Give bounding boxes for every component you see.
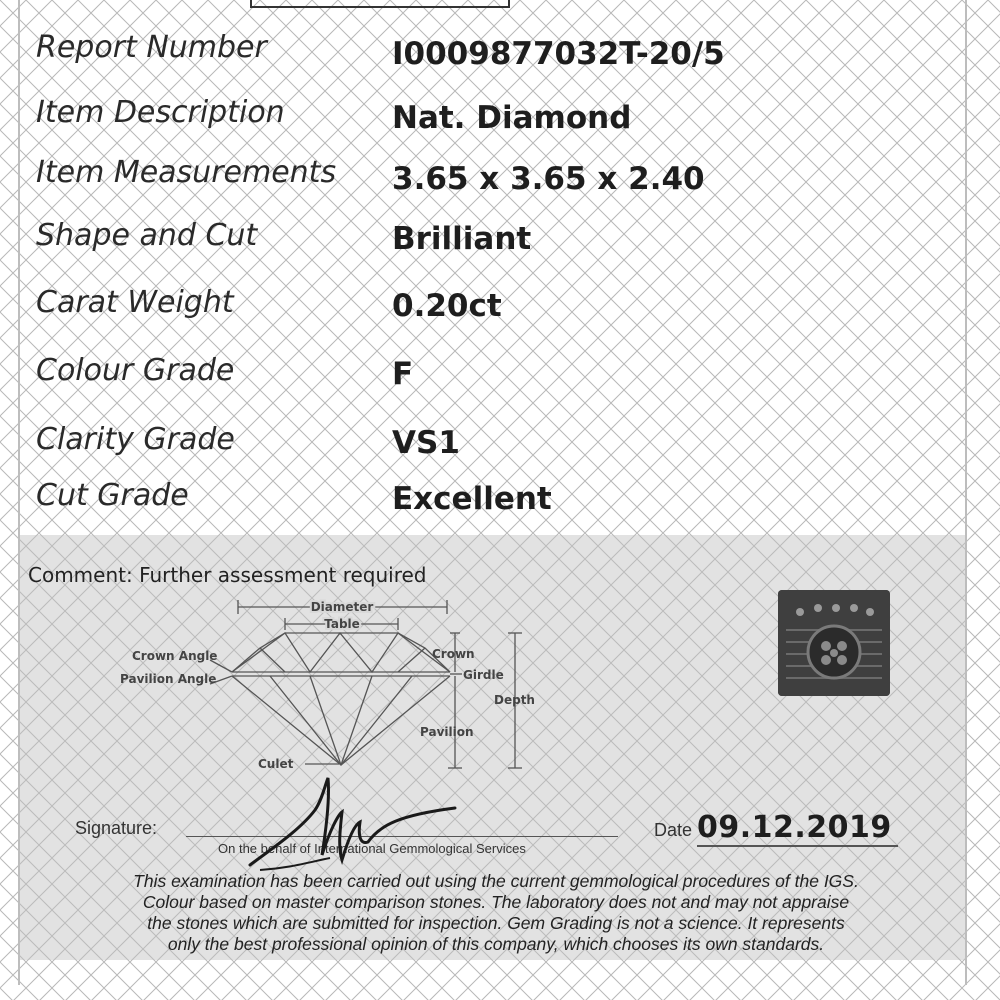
field-row-shape-and-cut bbox=[0, 218, 1000, 268]
field-label: Clarity Grade bbox=[36, 422, 235, 457]
disclaimer-line: This examination has been carried out using the current gemmological procedures of the IGS. bbox=[133, 871, 859, 891]
diagram-label-crown-angle: Crown Angle bbox=[132, 649, 218, 663]
diagram-label-table: Table bbox=[324, 617, 360, 631]
diagram-label-crown: Crown bbox=[432, 647, 475, 661]
comment-text: Comment: Further assessment required bbox=[28, 563, 427, 587]
field-value: 3.65 x 3.65 x 2.40 bbox=[392, 161, 705, 197]
disclaimer bbox=[36, 871, 956, 955]
field-row-item-description bbox=[0, 95, 1000, 145]
field-row-report-number bbox=[0, 30, 1000, 80]
diagram-label-depth: Depth bbox=[494, 693, 535, 707]
field-label: Shape and Cut bbox=[36, 218, 258, 253]
field-label: Item Description bbox=[36, 95, 285, 130]
diagram-label-culet: Culet bbox=[258, 757, 294, 771]
date-label: Date bbox=[654, 820, 693, 840]
field-row-clarity-grade bbox=[0, 422, 1000, 472]
field-label: Carat Weight bbox=[36, 285, 234, 320]
field-value: F bbox=[392, 356, 414, 392]
field-row-colour-grade bbox=[0, 353, 1000, 403]
field-value: I0009877032T-20/5 bbox=[392, 36, 725, 72]
field-value: Excellent bbox=[392, 481, 552, 517]
title-box bbox=[250, 0, 510, 8]
disclaimer-line: only the best professional opinion of this company, which chooses its own standards. bbox=[167, 934, 825, 954]
diagram-label-pavilion: Pavilion bbox=[420, 725, 474, 739]
signature-scribble bbox=[230, 770, 470, 880]
field-row-item-measurements bbox=[0, 155, 1000, 205]
diagram-label-pavilion-angle: Pavilion Angle bbox=[120, 672, 217, 686]
field-value: VS1 bbox=[392, 425, 460, 461]
field-value: 0.20ct bbox=[392, 288, 502, 324]
field-row-carat-weight bbox=[0, 285, 1000, 335]
disclaimer-line: Colour based on master comparison stones. The laboratory does not and may not appraise bbox=[142, 892, 850, 912]
field-value: Nat. Diamond bbox=[392, 100, 632, 136]
disclaimer-line: the stones which are submitted for inspection. Gem Grading is not a science. It represents bbox=[147, 913, 845, 933]
seal-emblem-icon bbox=[778, 590, 890, 696]
field-label: Cut Grade bbox=[36, 478, 189, 513]
diagram-label-girdle: Girdle bbox=[463, 668, 504, 682]
diamond-diagram bbox=[110, 590, 570, 780]
field-value: Brilliant bbox=[392, 221, 532, 257]
date-value: 09.12.2019 bbox=[697, 811, 898, 847]
diagram-label-diameter: Diameter bbox=[310, 600, 374, 614]
signature-label: Signature: bbox=[75, 818, 158, 838]
field-label: Report Number bbox=[36, 30, 267, 65]
field-label: Item Measurements bbox=[36, 155, 337, 190]
hologram-seal bbox=[778, 590, 890, 696]
field-row-cut-grade bbox=[0, 478, 1000, 528]
behalf-text: On the behalf of International Gemmological Services bbox=[218, 841, 526, 856]
field-label: Colour Grade bbox=[36, 353, 235, 388]
